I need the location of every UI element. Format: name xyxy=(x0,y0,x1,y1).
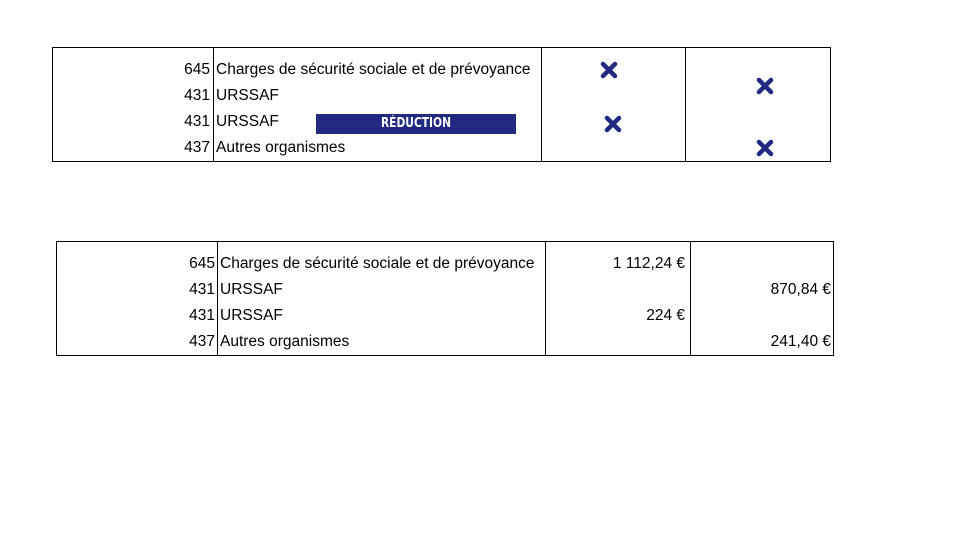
account-label: Charges de sécurité sociale et de prévoyance xyxy=(220,255,535,272)
cross-mark-icon xyxy=(755,76,775,96)
debit-amount: 224 € xyxy=(646,307,685,324)
filled-ledger-table xyxy=(56,241,834,356)
table-row xyxy=(57,277,833,303)
account-number: 431 xyxy=(184,87,210,104)
cross-mark-icon xyxy=(599,60,619,80)
credit-amount: 870,84 € xyxy=(770,281,831,298)
template-ledger-table xyxy=(52,47,831,162)
account-label: Charges de sécurité sociale et de prévoyance xyxy=(216,61,531,78)
table-row xyxy=(53,83,830,109)
cross-mark-icon xyxy=(603,114,623,134)
account-label: URSSAF xyxy=(220,281,283,298)
account-number: 431 xyxy=(184,113,210,130)
account-label: URSSAF xyxy=(216,113,279,130)
account-number: 437 xyxy=(189,333,215,350)
account-number: 645 xyxy=(184,61,210,78)
table-row xyxy=(57,329,833,355)
account-label: Autres organismes xyxy=(216,139,346,156)
account-number: 431 xyxy=(189,281,215,298)
account-label: URSSAF xyxy=(216,87,279,104)
credit-amount: 241,40 € xyxy=(770,333,831,350)
account-label: Autres organismes xyxy=(220,333,350,350)
account-number: 437 xyxy=(184,139,210,156)
table-row xyxy=(57,303,833,329)
table-row xyxy=(53,57,830,83)
reduction-badge-label: RÉDUCTION xyxy=(380,116,452,131)
debit-amount: 1 112,24 € xyxy=(612,255,685,272)
reduction-badge xyxy=(316,114,516,134)
cross-mark-icon xyxy=(755,138,775,158)
table-row xyxy=(57,251,833,277)
account-number: 645 xyxy=(189,255,215,272)
table-row xyxy=(53,135,830,161)
account-number: 431 xyxy=(189,307,215,324)
account-label: URSSAF xyxy=(220,307,283,324)
